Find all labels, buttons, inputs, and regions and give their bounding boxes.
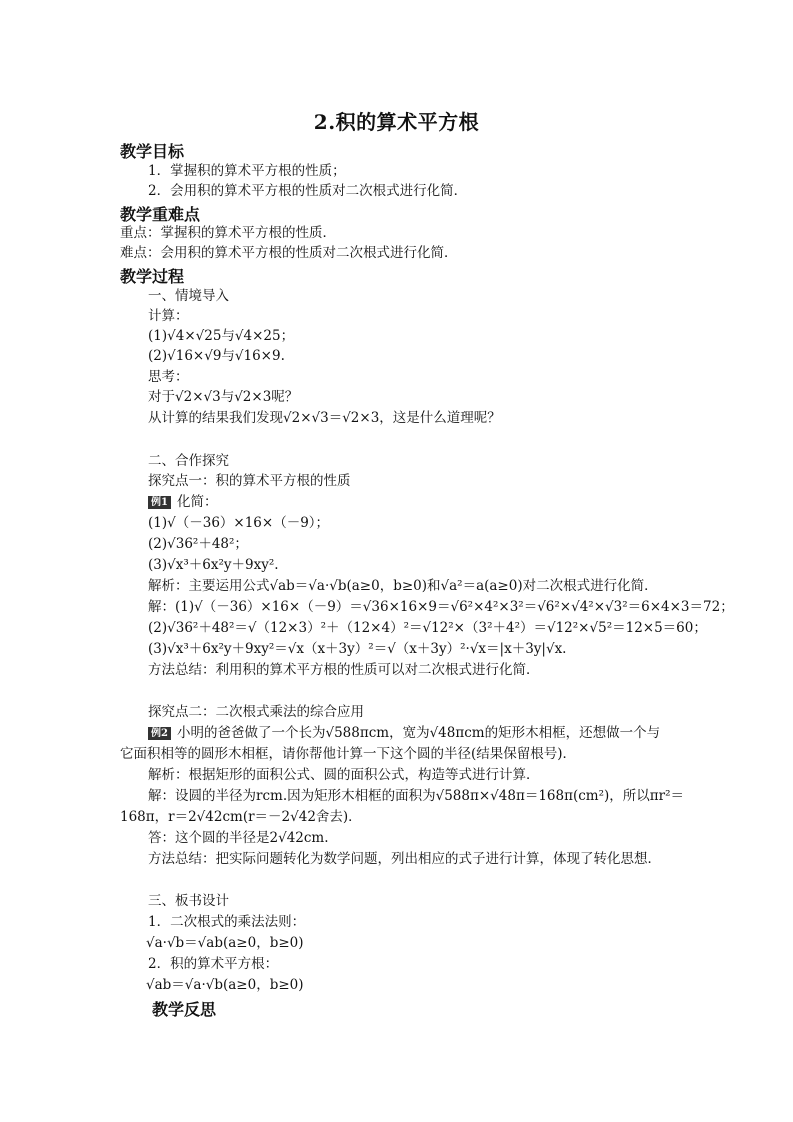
process-line: 从计算的结果我们发现√2×√3＝√2×3，这是什么道理呢？ xyxy=(148,410,501,426)
example-2-line xyxy=(148,724,660,742)
process-line: (2)√16×√9与√16×9. xyxy=(148,348,285,364)
example-2-line: 答：这个圆的半径是2√42cm. xyxy=(148,830,329,846)
example-1-line: (2)√36²＋48²＝√（12×3）²＋（12×4）²＝√12²×（3²＋4²）＝√12²×√5²＝12×5＝60； xyxy=(148,620,707,636)
process-line: 计算： xyxy=(148,308,189,324)
example-1-line: (3)√x³＋6x²y＋9xy²＝√x（x＋3y）²＝√（x＋3y）²·√x＝|x＋3y|√x. xyxy=(148,641,567,657)
process-line: 二、合作探究 xyxy=(148,453,229,469)
example-1-line: (3)√x³＋6x²y＋9xy². xyxy=(148,557,279,573)
board-line: √ab＝√a·√b(a≥0，b≥0) xyxy=(146,977,304,993)
example-2-line: 168π，r＝2√42cm(r＝－2√42舍去)． xyxy=(120,809,362,825)
example-2-line: 它面积相等的圆形木相框，请你帮他计算一下这个圆的半径(结果保留根号)． xyxy=(120,746,577,762)
process-line: 思考： xyxy=(148,369,189,385)
board-line: 1．二次根式的乘法法则： xyxy=(148,914,306,930)
goal-line: 2．会用积的算术平方根的性质对二次根式进行化简． xyxy=(148,183,468,199)
heading-key-points: 教学重难点 xyxy=(120,205,201,224)
heading-teaching-goals: 教学目标 xyxy=(120,142,185,161)
process-line: 对于√2×√3与√2×3呢？ xyxy=(148,389,299,405)
example-2-line: 解析：根据矩形的面积公式、圆的面积公式，构造等式进行计算． xyxy=(148,767,540,783)
example-1-label: 化简： xyxy=(176,494,218,510)
board-line: √a·√b＝√ab(a≥0，b≥0) xyxy=(146,935,304,951)
example-2-badge: 例2 xyxy=(148,727,171,740)
heading-teaching-process: 教学过程 xyxy=(120,267,185,286)
board-line: 2．积的算术平方根： xyxy=(148,956,279,972)
heading-reflection: 教学反思 xyxy=(152,1000,217,1019)
example-1-header xyxy=(148,493,217,511)
key-point-line: 难点：会用积的算术平方根的性质对二次根式进行化简． xyxy=(120,245,458,261)
process-line: 探究点一：积的算术平方根的性质 xyxy=(148,473,351,489)
example-1-badge: 例1 xyxy=(148,496,171,509)
document-title: 2.积的算术平方根 xyxy=(313,110,480,134)
example-2-line: 方法总结：把实际问题转化为数学问题，列出相应的式子进行计算，体现了转化思想． xyxy=(148,851,661,867)
example-1-line: 方法总结：利用积的算术平方根的性质可以对二次根式进行化简． xyxy=(148,662,540,678)
board-line: 三、板书设计 xyxy=(148,893,229,909)
example-2-line: 解：设圆的半径为rcm.因为矩形木相框的面积为√588π×√48π＝168π(cm²)，所以πr²＝ xyxy=(148,788,684,804)
example-1-line: (1)√（－36）×16×（－9）； xyxy=(148,515,330,531)
example-1-line: 解析：主要运用公式√ab＝√a·√b(a≥0，b≥0)和√a²＝a(a≥0)对二次根式进行化简． xyxy=(148,578,658,594)
example-2-text: 小明的爸爸做了一个长为√588πcm，宽为√48πcm的矩形木相框，还想做一个与 xyxy=(176,725,661,741)
process-line: 一、情境导入 xyxy=(148,288,229,304)
process-line: (1)√4×√25与√4×25； xyxy=(148,328,295,344)
key-point-line: 重点：掌握积的算术平方根的性质． xyxy=(120,225,336,241)
example-1-line: (2)√36²＋48²； xyxy=(148,536,248,552)
process-line: 探究点二：二次根式乘法的综合应用 xyxy=(148,704,364,720)
goal-line: 1．掌握积的算术平方根的性质； xyxy=(148,163,346,179)
example-1-line: 解：(1)√（－36）×16×（－9）＝√36×16×9＝√6²×4²×3²＝√6²×√4²×√3²＝6×4×3＝72； xyxy=(148,599,734,615)
